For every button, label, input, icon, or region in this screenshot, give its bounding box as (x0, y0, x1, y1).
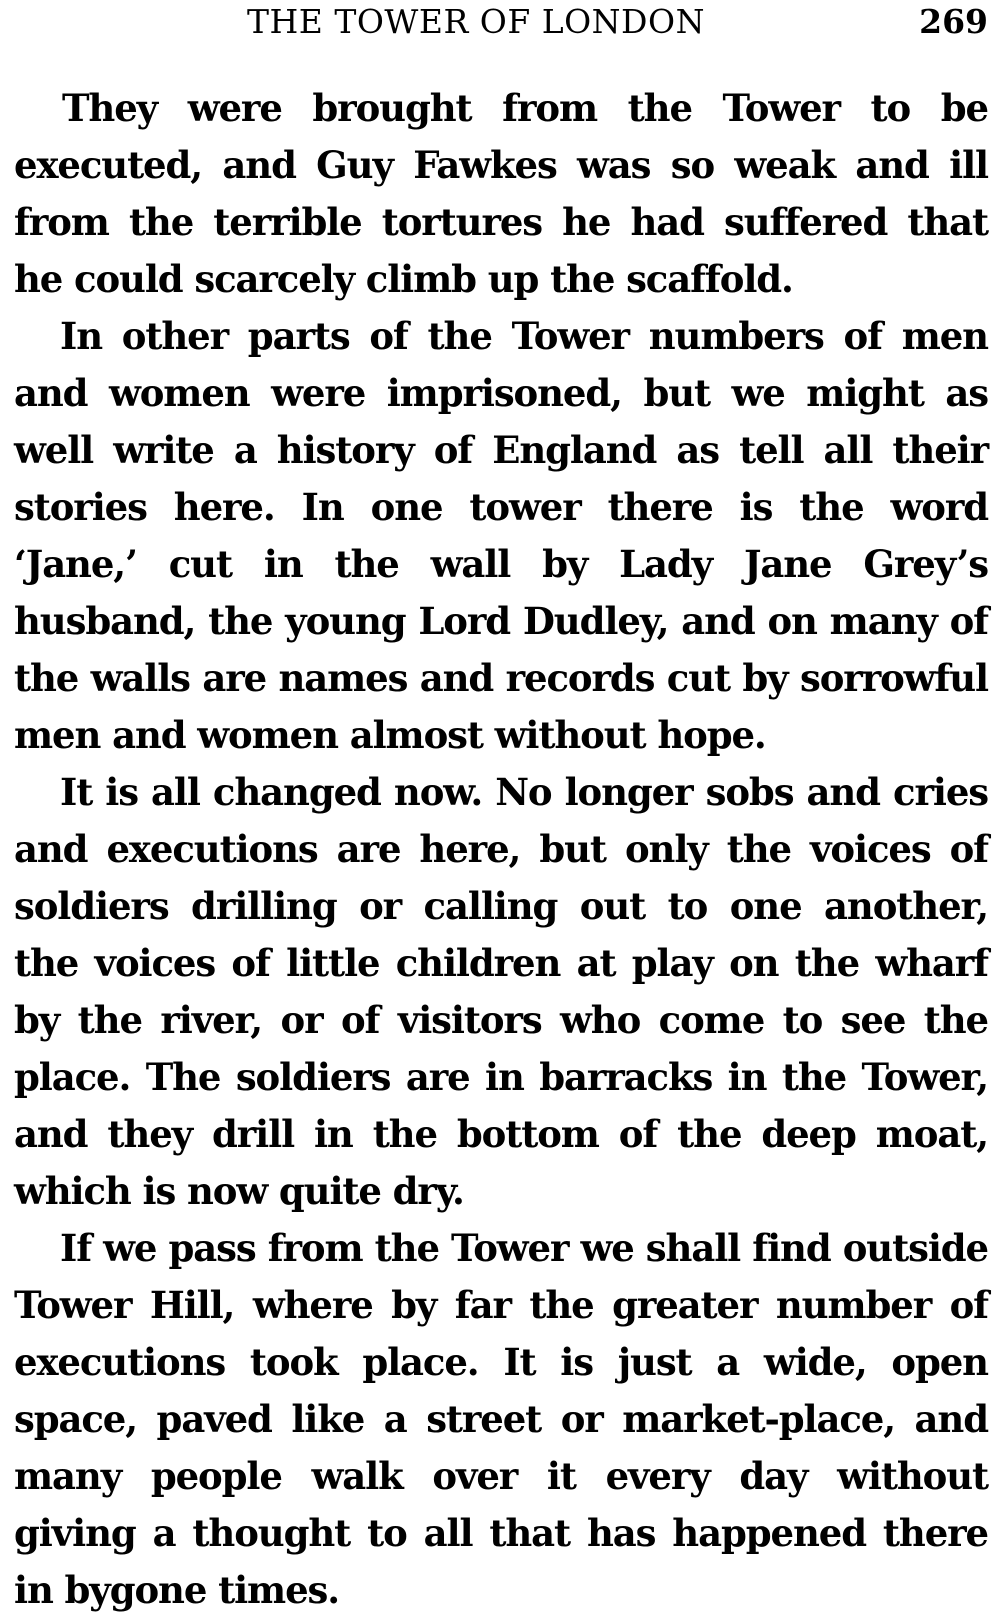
paragraph-4: If we pass from the Tower we shall find outside Tower Hill, where by far the greater number of executions took place. It is just a wide, open space, paved like a street or market-place, and many people walk over it every day without giving a thought to all that has happened there in bygone times. (14, 1226, 988, 1612)
running-title: THE TOWER OF LONDON (247, 2, 705, 41)
paragraph-2: In other parts of the Tower numbers of men and women were imprisoned, but we might as well write a history of England as tell all their stories here. In one tower there is the word ‘Jane,’ cut in the wall by Lady Jane Grey’s husband, the young Lord Dudley, and on many of the walls are names and records cut by sorrowful men and women almost without hope. (14, 314, 988, 757)
paragraph-3: It is all changed now. No longer sobs and cries and executions are here, but only the voices of soldiers drilling or calling out to one another, the voices of little children at play on the wharf by the river, or of visitors who come to see the place. The soldiers are in barracks in the Tower, and they drill in the bottom of the deep moat, which is now quite dry. (14, 770, 988, 1213)
paragraph-1: They were brought from the Tower to be executed, and Guy Fawkes was so weak and ill from the terrible tortures he had suffered that he could scarcely climb up the scaffold. (14, 86, 988, 301)
running-head (0, 2, 1000, 42)
body-text (14, 80, 988, 1619)
page-number: 269 (919, 2, 988, 41)
